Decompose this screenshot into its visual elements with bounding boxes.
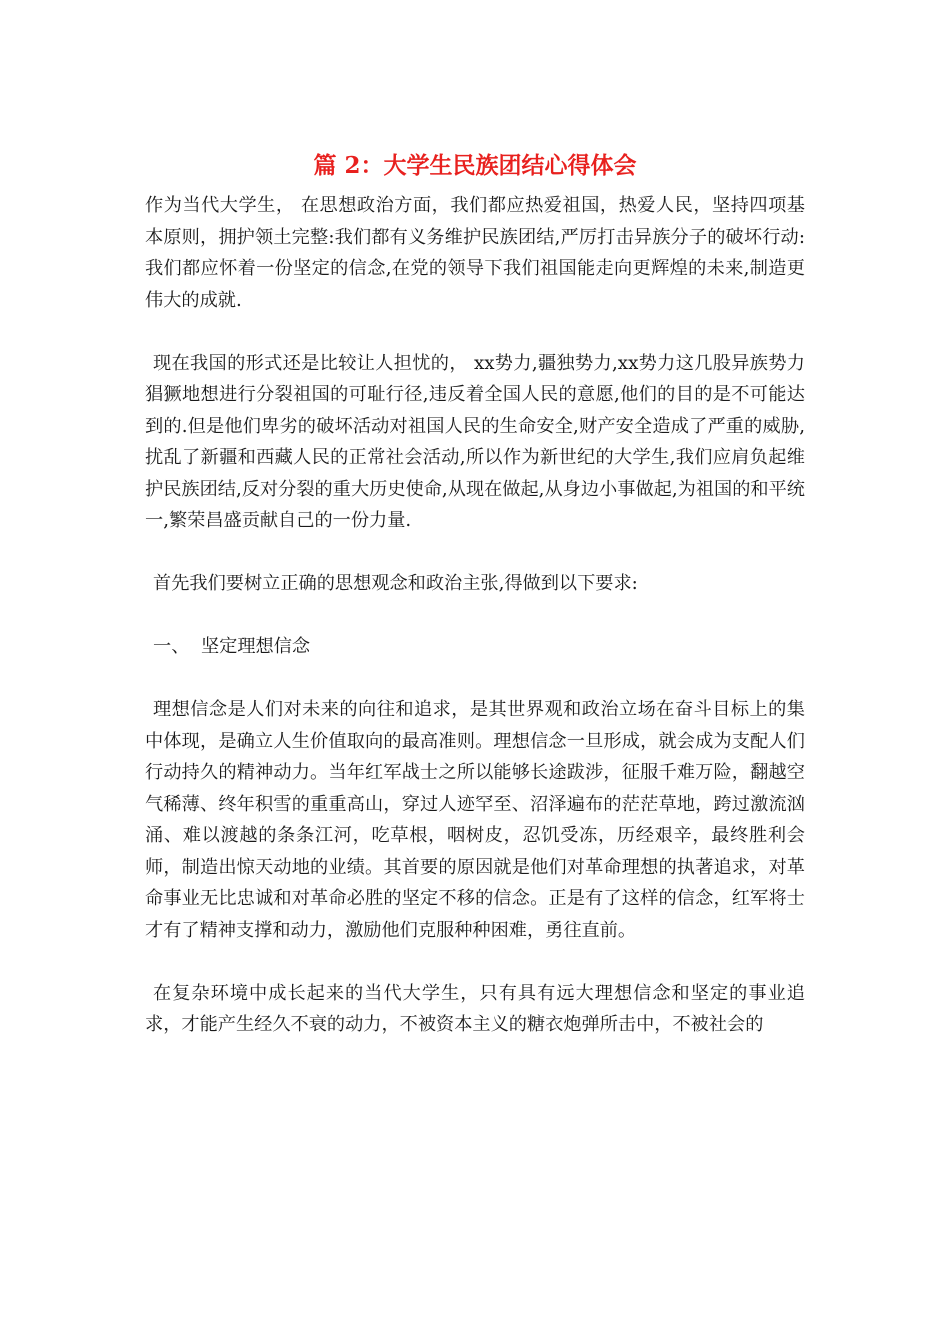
paragraph-4: 理想信念是人们对未来的向往和追求，是其世界观和政治立场在奋斗目标上的集中体现，是确立人生价值取向的最高准则。理想信念一旦形成，就会成为支配人们行动持久的精神动力。当年红军战士之所以能够长途跋涉，征服千难万险，翻越空气稀薄、终年积雪的重重高山，穿过人迹罕至、沼泽遍布的茫茫草地，跨过激流汹涌、难以渡越的条条江河，吃草根，咽树皮，忍饥受冻，历经艰辛，最终胜利会师，制造出惊天动地的业绩。其首要的原因就是他们对革命理想的执著追求，对革命事业无比忠诚和对革命必胜的坚定不移的信念。正是有了这样的信念，红军将士才有了精神支撑和动力，激励他们克服种种困难，勇往直前。 <box>145 699 805 941</box>
paragraph-3: 首先我们要树立正确的思想观念和政治主张,得做到以下要求: <box>153 573 638 594</box>
document-title: 篇 2：大学生民族团结心得体会 <box>313 152 637 179</box>
document-body <box>145 190 805 1072</box>
paragraph-1: 作为当代大学生， 在思想政治方面，我们都应热爱祖国，热爱人民，坚持四项基本原则，拥护领土完整:我们都有义务维护民族团结,严厉打击异族分子的破坏行动:我们都应怀着一份坚定的信念,在党的领导下我们祖国能走向更辉煌的未来,制造更伟大的成就. <box>145 195 805 311</box>
paragraph-5: 在复杂环境中成长起来的当代大学生，只有具有远大理想信念和坚定的事业追求，才能产生经久不衰的动力，不被资本主义的糖衣炮弹所击中，不被社会的 <box>145 982 805 1035</box>
paragraph-2: 现在我国的形式还是比较让人担忧的， xx势力,疆独势力,xx势力这几股异族势力猖獗地想进行分裂祖国的可耻行径,违反着全国人民的意愿,他们的目的是不可能达到的.但是他们卑劣的破坏活动对祖国人民的生命安全,财产安全造成了严重的威胁,扰乱了新疆和西藏人民的正常社会活动,所以作为新世纪的大学生,我们应肩负起维护民族团结,反对分裂的重大历史使命,从现在做起,从身边小事做起,为祖国的和平统一,繁荣昌盛贡献自己的一份力量. <box>145 352 805 531</box>
section-heading-1: 一、 坚定理想信念 <box>153 636 311 657</box>
